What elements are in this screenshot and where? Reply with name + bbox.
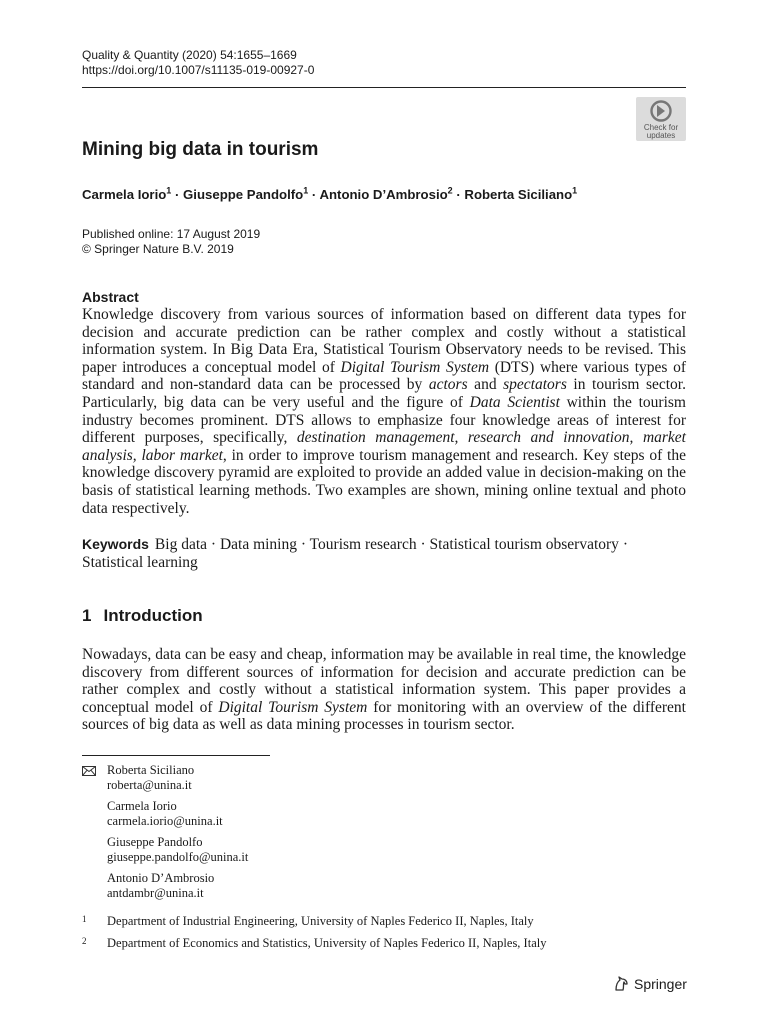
keyword-separator: ·: [207, 536, 220, 553]
abstract-body: [82, 306, 686, 517]
text-run: Nowadays, data can be easy and cheap, information may be available in real time, the knowledge discovery from different sources of information for decision and accurate prediction can be rather complex and costly without a statistical information system. This paper provides a conceptual model of: [82, 646, 686, 716]
text-run: Knowledge discovery from various sources of information based on different data types for decision and accurate prediction can be rather complex and costly without a statistical information system. In Big Data Era, Statistical Tourism Observatory needs to be revised. This paper introduces a conceptual model of: [82, 306, 686, 376]
contact-email[interactable]: antdambr@unina.it: [107, 886, 204, 900]
contact-email[interactable]: giuseppe.pandolfo@unina.it: [107, 850, 249, 864]
italic-term: Digital Tourism System: [218, 698, 368, 716]
springer-horse-icon: [612, 974, 630, 992]
contact-entry: [107, 871, 248, 901]
contact-name: Carmela Iorio: [107, 799, 177, 813]
author[interactable]: Antonio D’Ambrosio$^2$: [319, 186, 453, 203]
keyword-list: [82, 536, 628, 571]
paper-title: Mining big data in tourism: [82, 139, 319, 160]
check-for-updates-icon: [650, 100, 672, 122]
header-rule: [82, 87, 686, 88]
author-separator: ·: [171, 187, 184, 203]
keyword[interactable]: Statistical tourism observatory: [429, 536, 619, 553]
keyword[interactable]: Statistical learning: [82, 553, 198, 571]
text-run: in tourism sector. Particularly, big data can be very useful and the figure of: [82, 376, 686, 411]
published-online-date: Published online: 17 August 2019: [82, 227, 261, 241]
contact-entry: [107, 799, 248, 829]
affiliation-text: Department of Industrial Engineering, University of Naples Federico II, Naples, Italy: [107, 914, 534, 928]
keywords: [82, 536, 686, 571]
keywords-label: Keywords: [82, 536, 149, 552]
contact-name: Roberta Siciliano: [107, 763, 195, 777]
contact-entry: [107, 763, 248, 793]
section-heading-introduction: [82, 606, 203, 626]
keyword[interactable]: Big data: [154, 536, 208, 553]
contact-email[interactable]: carmela.iorio@unina.it: [107, 814, 223, 828]
author[interactable]: Giuseppe Pandolfo$^1$: [183, 186, 309, 203]
envelope-icon: [82, 766, 96, 776]
author-list: [82, 186, 577, 202]
contact-email[interactable]: roberta@unina.it: [107, 778, 192, 792]
text-run: (DTS) where various types of standard and non-standard data can be processed by: [82, 358, 686, 394]
affiliation-entry: [82, 914, 686, 929]
badge-line-1: Check for: [643, 123, 679, 132]
author-separator: ·: [452, 187, 465, 203]
doi-link[interactable]: https://doi.org/10.1007/s11135-019-00927-0: [82, 63, 315, 77]
italic-term: actors: [428, 376, 468, 394]
author-separator: ·: [308, 187, 320, 203]
italic-term: spectators: [503, 376, 567, 394]
footnote-rule: [82, 755, 270, 756]
keyword-separator: ·: [618, 536, 628, 553]
affiliations: [82, 914, 686, 958]
contact-entry: [107, 835, 248, 865]
text-run: , in order to improve tourism management and research. Key steps of the knowledge discovery pyramid are exploited to provide an added value in decision-making on the basis of statistical learning methods. Two examples are shown, mining online textual and photo data respectively.: [82, 446, 686, 517]
keyword[interactable]: Tourism research: [309, 536, 417, 553]
abstract-heading: Abstract: [82, 289, 139, 305]
italic-term: Data Scientist: [469, 393, 560, 411]
text-run: and: [467, 376, 504, 394]
affiliation-text: Department of Economics and Statistics, University of Naples Federico II, Naples, Italy: [107, 936, 547, 950]
affiliation-number: 2: [82, 936, 87, 946]
check-for-updates-badge[interactable]: [636, 97, 686, 141]
keyword[interactable]: Data mining: [219, 536, 297, 553]
affiliation-number: 1: [82, 914, 87, 924]
affiliation-entry: [82, 936, 686, 951]
author[interactable]: Roberta Siciliano$^1$: [464, 186, 578, 203]
copyright-notice: © Springer Nature B.V. 2019: [82, 242, 234, 256]
contact-name: Giuseppe Pandolfo: [107, 835, 203, 849]
keyword-separator: ·: [416, 536, 430, 553]
publisher-logo: [612, 974, 687, 992]
publisher-name: Springer: [634, 976, 687, 992]
author-contacts: [107, 763, 248, 907]
keyword-separator: ·: [297, 536, 310, 553]
text-run: for monitoring with an overview of the different sources of big data as well as data mining processes in tourism sector.: [82, 698, 686, 734]
publication-info: [82, 227, 260, 257]
italic-term: destination management, research and innovation, market analysis, labor market: [82, 429, 686, 464]
journal-citation: Quality & Quantity (2020) 54:1655–1669: [82, 48, 297, 62]
section-title: Introduction: [103, 606, 203, 625]
journal-header: [82, 48, 314, 78]
section-number: 1: [82, 606, 92, 625]
introduction-body: [82, 646, 686, 734]
text-run: within the tourism industry becomes prominent. DTS allows to emphasize four knowledge areas of interest for different purposes, specifically,: [82, 393, 686, 447]
contact-name: Antonio D’Ambrosio: [107, 871, 215, 885]
author[interactable]: Carmela Iorio$^1$: [82, 186, 172, 203]
badge-line-2: updates: [646, 131, 676, 140]
italic-term: Digital Tourism System: [340, 358, 490, 376]
